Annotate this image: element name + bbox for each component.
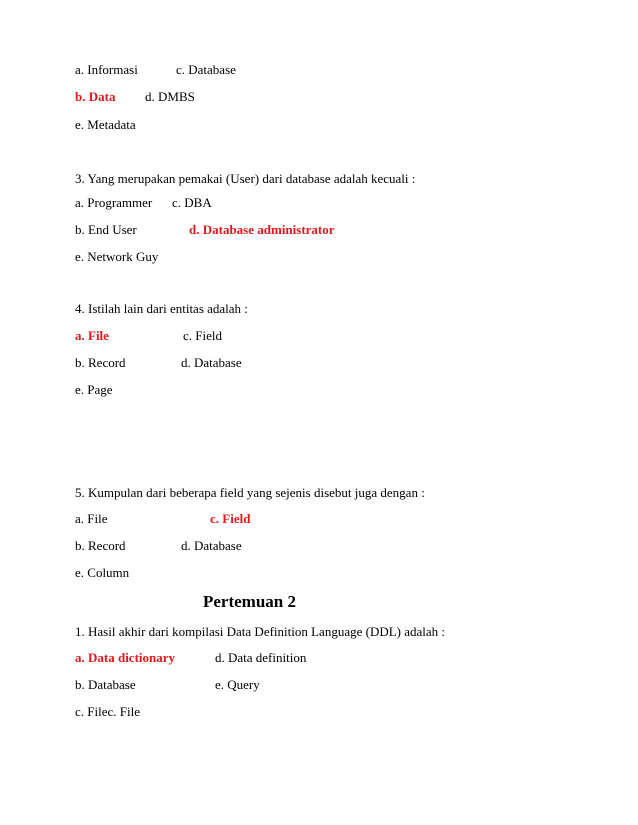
- option-d: d. DMBS: [145, 89, 195, 104]
- option-d: d. Database: [181, 355, 242, 370]
- option-d: d. Database: [181, 538, 242, 553]
- option-c: c. Database: [176, 62, 236, 77]
- option-c: c. Field: [183, 328, 222, 343]
- section-heading: Pertemuan 2: [203, 592, 297, 611]
- option-e: e. Metadata: [75, 117, 136, 132]
- question-1: 1. Hasil akhir dari kompilasi Data Definition Language (DDL) adalah :: [75, 624, 446, 639]
- option-c-answer: c. Field: [210, 511, 251, 526]
- question-3: 3. Yang merupakan pemakai (User) dari database adalah kecuali :: [75, 171, 416, 186]
- option-c: c. Filec. File: [75, 704, 140, 719]
- option-b: b. Database: [75, 677, 136, 692]
- option-a: a. File: [75, 511, 108, 526]
- option-e: e. Column: [75, 565, 130, 580]
- option-b-answer: b. Data: [75, 89, 116, 104]
- question-4: 4. Istilah lain dari entitas adalah :: [75, 301, 248, 316]
- option-a: a. Programmer: [75, 195, 153, 210]
- option-d-answer: d. Database administrator: [189, 222, 335, 237]
- option-a: a. Informasi: [75, 62, 138, 77]
- option-e: e. Page: [75, 382, 113, 397]
- option-a-answer: a. File: [75, 328, 109, 343]
- option-d: d. Data definition: [215, 650, 307, 665]
- option-b: b. Record: [75, 355, 126, 370]
- option-a-answer: a. Data dictionary: [75, 650, 176, 665]
- option-b: b. End User: [75, 222, 137, 237]
- option-e: e. Query: [215, 677, 260, 692]
- question-5: 5. Kumpulan dari beberapa field yang sejenis disebut juga dengan :: [75, 485, 425, 500]
- option-e: e. Network Guy: [75, 249, 159, 264]
- option-c: c. DBA: [172, 195, 212, 210]
- option-b: b. Record: [75, 538, 126, 553]
